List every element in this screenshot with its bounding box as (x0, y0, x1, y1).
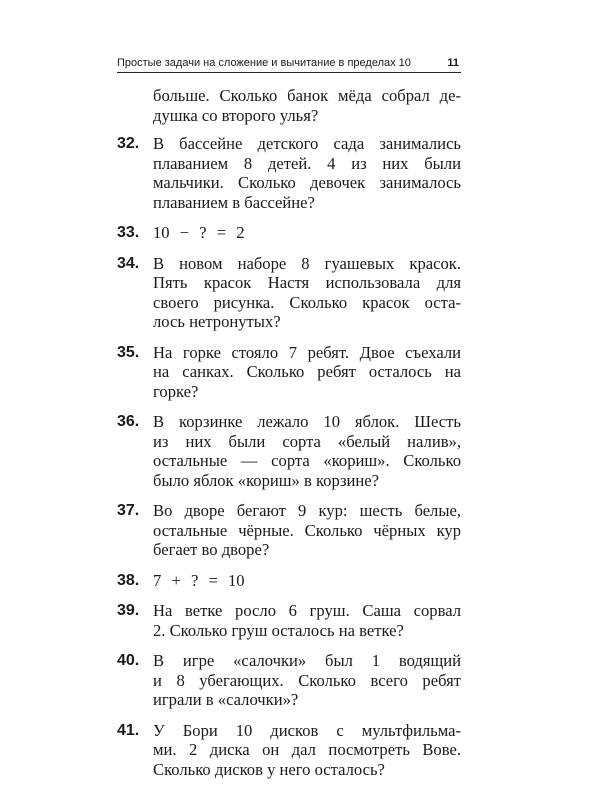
header-title: Простые задачи на сложение и вычитание в пределах 10 (117, 57, 411, 69)
problem-line: В игре «салочки» был 1 водящий (153, 651, 461, 670)
problem-number: 39. (117, 602, 140, 619)
problem-line: В корзинке лежало 10 яблок. Шесть (153, 412, 461, 431)
equation: 10 − ? = 2 (153, 223, 245, 242)
problem-38 (117, 571, 461, 591)
problem-line: лось нетронутых? (153, 312, 281, 331)
problem-number: 36. (117, 413, 140, 430)
problem-number: 32. (117, 135, 140, 152)
problem-line: В новом наборе 8 гуашевых красок. (153, 253, 461, 273)
problem-number: 34. (117, 254, 140, 272)
problem-line: Во дворе бегают 9 кур: шесть белые, (153, 501, 461, 520)
problem-line: из них были сорта «белый налив», (153, 431, 461, 451)
problem-line: остальные — сорта «кориш». Сколько (153, 451, 461, 470)
problem-number: 37. (117, 502, 140, 519)
problem-line: на санках. Сколько ребят осталось на (153, 362, 461, 381)
problem-line: играли в «салочки»? (153, 690, 299, 709)
problem-line: У Бори 10 дисков с мультфильма- (153, 720, 461, 740)
problem-line: На горке стояло 7 ребят. Двое съехали (153, 342, 461, 362)
problem-34 (117, 254, 461, 332)
problem-line: было яблок «кориш» в корзине? (153, 470, 380, 490)
problem-line: плаванием в бассейне? (153, 192, 315, 212)
problem-36 (117, 412, 461, 490)
problem-35 (117, 343, 461, 402)
problem-line: Сколько дисков у него осталось? (153, 759, 385, 779)
problem-number: 35. (117, 343, 140, 361)
page-number: 11 (447, 57, 459, 69)
problem-line: остальные чёрные. Сколько чёрных кур (153, 520, 461, 540)
running-header (117, 56, 461, 74)
equation: 7 + ? = 10 (153, 570, 245, 590)
problem-line: душка со второго улья? (153, 105, 319, 125)
problem-line: горке? (153, 381, 199, 401)
problem-37 (117, 501, 461, 560)
problem-33 (117, 223, 461, 243)
problem-number: 33. (117, 224, 140, 241)
problem-line: плаванием 8 детей. 4 из них были (153, 153, 461, 173)
problem-39 (117, 601, 461, 640)
problem-number: 41. (117, 721, 140, 739)
header-rule (117, 72, 461, 73)
problem-line: В бассейне детского сада занимались (153, 134, 461, 153)
problem-32 (117, 134, 461, 212)
problem-line: Пять красок Настя использовала для (153, 273, 461, 292)
problem-line: ми. 2 диска он дал посмотреть Вове. (153, 740, 461, 759)
problem-number: 40. (117, 652, 140, 669)
page-body (117, 86, 461, 790)
continued-problem-text (117, 86, 461, 125)
problem-number: 38. (117, 571, 140, 589)
problem-line: бегает во дворе? (153, 540, 270, 559)
problem-line: 2. Сколько груш осталось на ветке? (153, 620, 404, 640)
problem-line: своего рисунка. Сколько красок оста- (153, 292, 461, 312)
problem-40 (117, 651, 461, 710)
problem-line: На ветке росло 6 груш. Саша сорвал (153, 601, 461, 620)
problem-line: мальчики. Сколько девочек занималось (153, 173, 461, 192)
problem-line: больше. Сколько банок мёда собрал де- (153, 86, 461, 105)
problem-line: и 8 убегающих. Сколько всего ребят (153, 670, 461, 690)
